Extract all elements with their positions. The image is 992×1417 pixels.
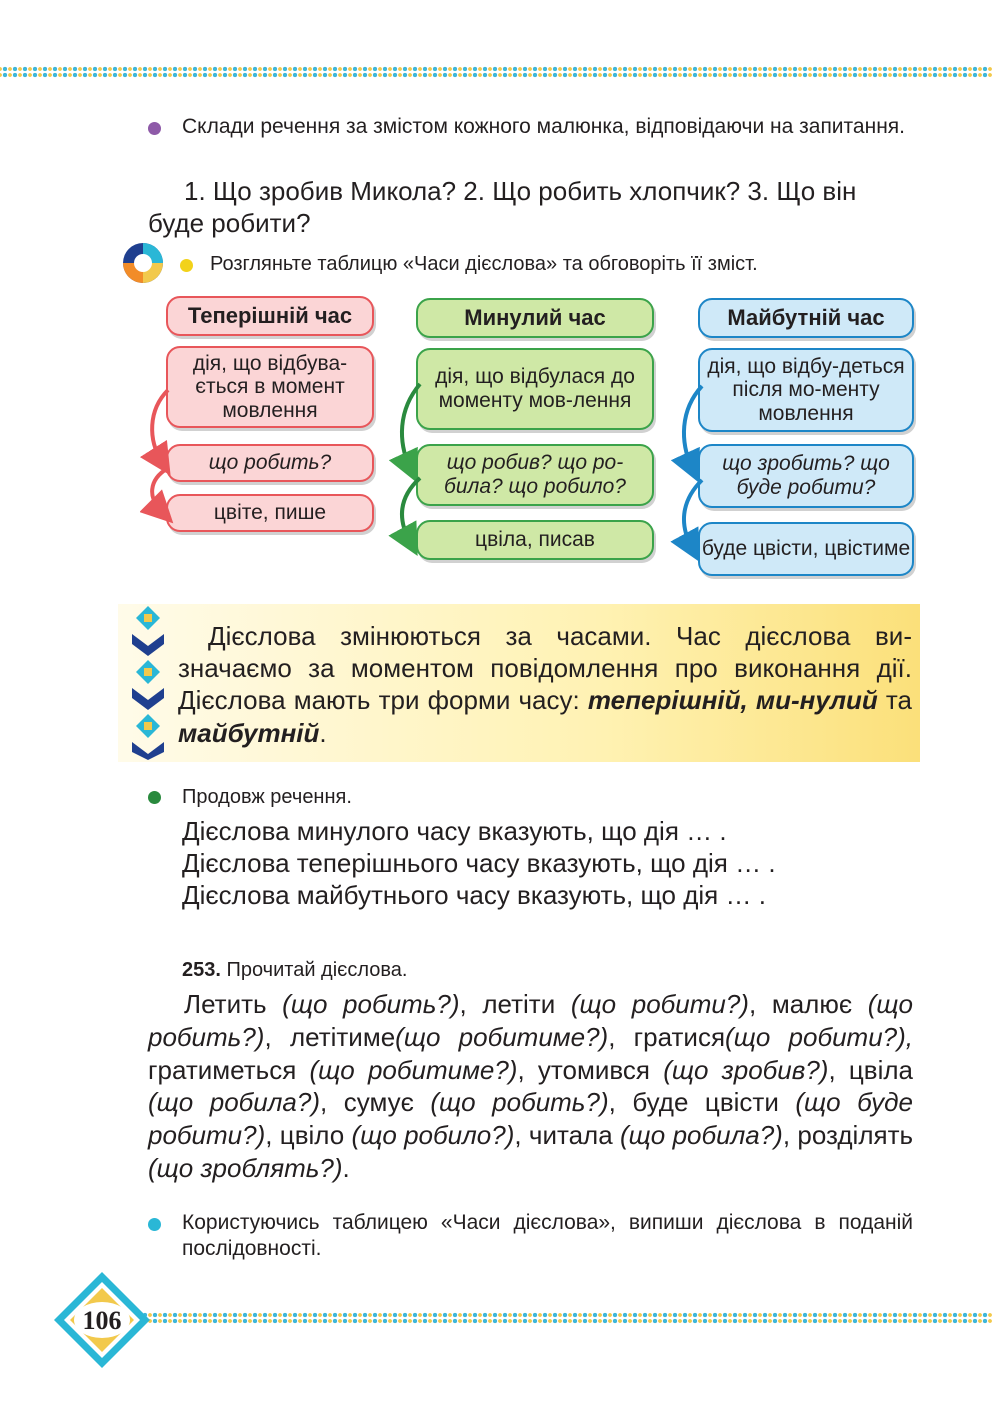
rule-text-end: . xyxy=(319,717,327,748)
ornament-icon xyxy=(128,604,168,762)
exercise-question: (що робила?) xyxy=(620,1120,783,1150)
exercise-question: (що буде робити?) xyxy=(148,1087,913,1150)
exercise-question: (що робить?) xyxy=(148,989,913,1052)
future-tense-definition: дія, що відбу-деться після мо-менту мовлення xyxy=(698,348,914,432)
yellow-bullet-icon xyxy=(180,259,193,272)
exercise-word: , гратися xyxy=(608,1021,726,1052)
exercise-title: Прочитай дієслова. xyxy=(226,959,408,981)
exercise-word: , цвіла xyxy=(828,1054,914,1085)
exercise-word: , малює xyxy=(748,989,868,1019)
exercise-heading xyxy=(182,958,947,982)
pair-work-icon xyxy=(120,240,166,286)
rule-text-and: та xyxy=(877,685,912,716)
future-tense-header: Майбутній час xyxy=(698,298,914,338)
present-tense-definition: дія, що відбува-ється в момент мовлення xyxy=(166,346,374,428)
exercise-question: (що зробив?) xyxy=(663,1054,829,1085)
discuss-prompt: Розгляньте таблицю «Часи дієслова» та обговоріть її зміст. xyxy=(210,253,758,275)
past-tense-question: що робив? що ро-била? що робило? xyxy=(416,444,654,506)
exercise-number: 253. xyxy=(182,959,221,981)
exercise-word: . xyxy=(342,1152,350,1183)
rule-term-present-past: теперішній, ми-нулий xyxy=(587,685,878,716)
exercise-question: (що зроблять?) xyxy=(148,1152,343,1183)
final-task-text: Користуючись таблицею «Часи дієслова», випиши дієслова в поданій послідовності. xyxy=(182,1211,913,1260)
green-bullet-icon xyxy=(148,791,161,804)
exercise-text xyxy=(148,988,913,1185)
exercise-question: (що робити?), xyxy=(725,1021,913,1052)
rule-term-future: майбутній xyxy=(178,717,320,748)
table-arrows xyxy=(140,380,720,580)
exercise-word: гратиметься xyxy=(148,1054,310,1085)
present-tense-example: цвіте, пише xyxy=(166,494,374,532)
exercise-word: , утомився xyxy=(517,1054,664,1085)
continue-prompt: Продовж речення. xyxy=(182,786,352,808)
page-number-badge xyxy=(52,1270,152,1370)
exercise-word: Летить xyxy=(184,989,283,1019)
task-intro-text: Склади речення за змістом кожного малюнка, відповідаючи на запитання. xyxy=(182,115,906,138)
cyan-bullet-icon xyxy=(148,1218,161,1231)
present-tense-question: що робить? xyxy=(166,444,374,482)
exercise-word: , летітиме xyxy=(264,1021,396,1052)
continue-line-1: Дієслова минулого часу вказують, що дія … . xyxy=(182,816,727,846)
present-tense-header: Теперішній час xyxy=(166,296,374,336)
exercise-question: (що робила?) xyxy=(148,1087,320,1118)
rule-text xyxy=(178,620,912,749)
exercise-question: (що робитиме?) xyxy=(395,1021,609,1052)
exercise-question: (що робить?) xyxy=(430,1087,609,1118)
purple-bullet-icon xyxy=(148,122,161,135)
exercise-word: , буде цвісти xyxy=(608,1087,796,1118)
task-questions: 1. Що зробив Микола? 2. Що робить хлопчик? 3. Що він буде робити? xyxy=(148,176,857,238)
top-ornament-border xyxy=(0,66,992,78)
bottom-ornament-border xyxy=(140,1312,992,1324)
past-tense-example: цвіла, писав xyxy=(416,520,654,560)
exercise-word: , розділять xyxy=(782,1120,914,1150)
future-tense-example: буде цвісти, цвістиме xyxy=(698,522,914,576)
past-tense-definition: дія, що відбулася до моменту мов-лення xyxy=(416,348,654,430)
continue-line-3: Дієслова майбутнього часу вказують, що дія … . xyxy=(182,880,766,910)
continue-line-2: Дієслова теперішнього часу вказують, що дія … . xyxy=(182,848,776,878)
page-number: 106 xyxy=(82,1306,122,1335)
rule-text-main: Дієслова змінюються за часами. Час дієслова ви-значаємо за моментом повідомлення про виконання дії. Дієслова мають три форми часу: xyxy=(178,621,912,716)
exercise-question: (що робити?) xyxy=(570,989,749,1019)
past-tense-header: Минулий час xyxy=(416,298,654,338)
future-tense-question: що зробить? що буде робити? xyxy=(698,444,914,508)
exercise-question: (що робило?) xyxy=(351,1120,515,1150)
exercise-word: , летіти xyxy=(459,989,571,1019)
exercise-word: , сумує xyxy=(320,1087,431,1118)
exercise-question: (що робитиме?) xyxy=(309,1054,518,1085)
exercise-word: , читала xyxy=(514,1120,621,1150)
exercise-question: (що робить?) xyxy=(282,989,460,1019)
exercise-word: , цвіло xyxy=(265,1120,352,1150)
